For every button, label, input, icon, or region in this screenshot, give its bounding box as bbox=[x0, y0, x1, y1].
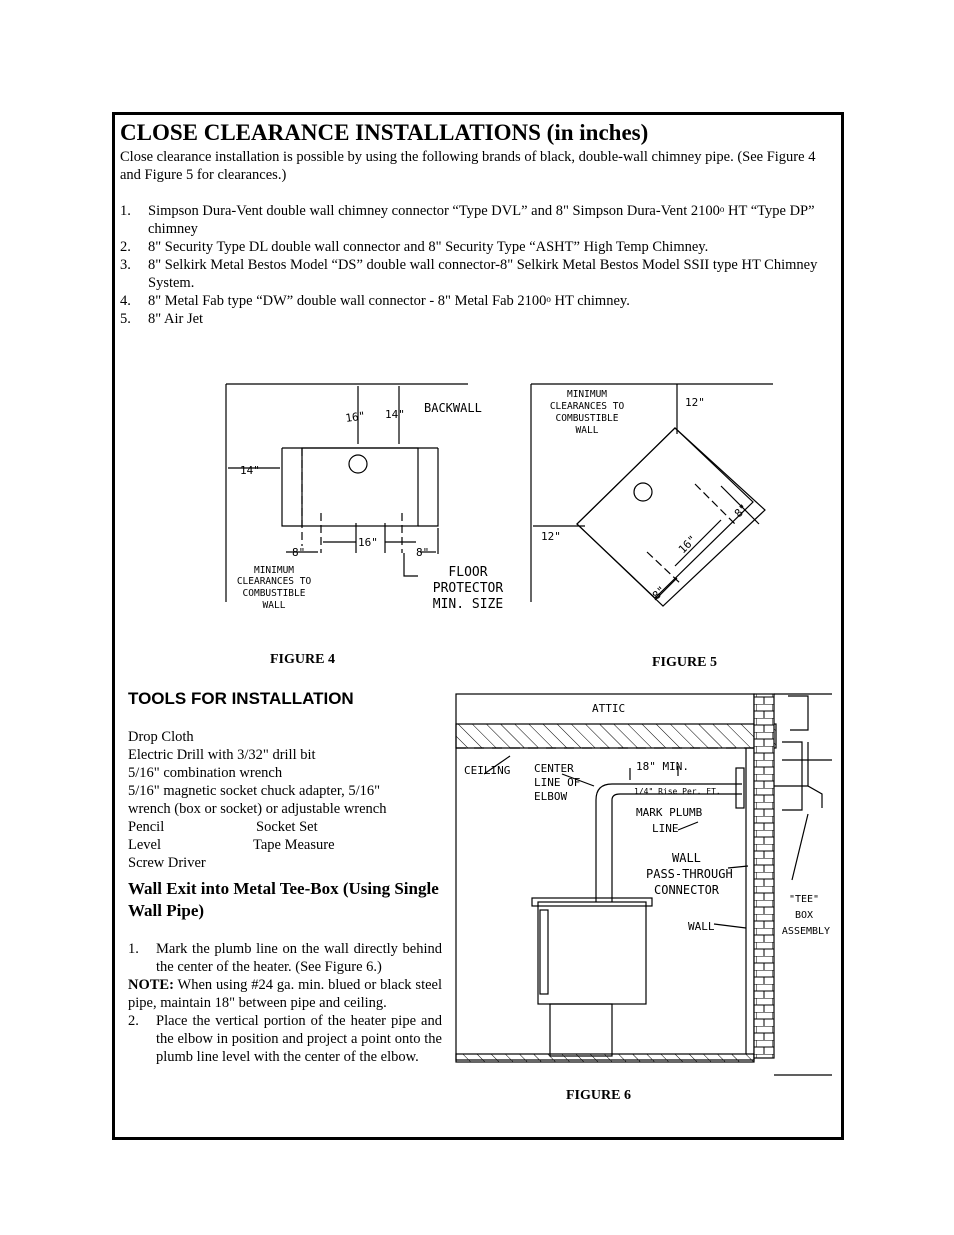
tool-pair bbox=[128, 836, 448, 854]
dim-label: 14" bbox=[240, 464, 260, 477]
ceiling-label: CEILING bbox=[464, 764, 511, 777]
note-line: CLEARANCES TO bbox=[549, 401, 625, 412]
note-line: WALL bbox=[575, 425, 599, 436]
list-text: 8" Air Jet bbox=[148, 311, 204, 327]
figure-5-diagram bbox=[525, 378, 775, 613]
dim-label: 16" bbox=[675, 532, 700, 557]
tee-box-label: ASSEMBLY bbox=[781, 926, 831, 937]
tool-item: wrench (box or socket) or adjustable wrench bbox=[128, 801, 387, 817]
note-line: MINIMUM bbox=[253, 565, 295, 576]
dim-label: 12" bbox=[541, 530, 561, 543]
note-label: NOTE: bbox=[128, 977, 174, 993]
note-paragraph bbox=[128, 976, 442, 1012]
tool-item: Screw Driver bbox=[128, 855, 206, 871]
note-line: WALL bbox=[262, 600, 286, 608]
list-text-cont: HT chimney. bbox=[550, 293, 630, 309]
note-line: COMBUSTIBLE bbox=[242, 588, 306, 599]
figure-5-label: FIGURE 5 bbox=[652, 655, 717, 670]
dim-label: 8" bbox=[731, 501, 751, 521]
backwall-label: BACKWALL bbox=[424, 401, 482, 415]
step-number: 2. bbox=[128, 1013, 139, 1029]
tool-item: Tape Measure bbox=[253, 837, 335, 853]
wall-exit-heading: Wall Exit into Metal Tee-Box (Using Single Wall Pipe) bbox=[128, 879, 439, 920]
list-item bbox=[120, 292, 820, 310]
mark-plumb-label: MARK PLUMB bbox=[636, 806, 703, 819]
dim-label: 16" bbox=[358, 536, 378, 549]
page-title: CLOSE CLEARANCE INSTALLATIONS (in inches) bbox=[120, 120, 649, 145]
pass-through-label: CONNECTOR bbox=[654, 883, 720, 897]
figure-4-label: FIGURE 4 bbox=[270, 652, 335, 667]
tool-item: Electric Drill with 3/32" drill bit bbox=[128, 747, 316, 763]
pass-through-label: PASS-THROUGH bbox=[646, 867, 733, 881]
mark-plumb-label: LINE bbox=[652, 822, 679, 835]
dim-label: 12" bbox=[685, 396, 705, 409]
list-number: 1. bbox=[120, 203, 131, 219]
tool-item: Pencil bbox=[128, 819, 165, 835]
tool-item: 5/16" combination wrench bbox=[128, 765, 283, 781]
tool-item: Socket Set bbox=[256, 819, 318, 835]
intro-paragraph: Close clearance installation is possible by using the following brands of black, double-wall chimney pipe. (See Figure 4 and Figure 5 for clearances.) bbox=[120, 149, 816, 183]
tee-box-label: BOX bbox=[794, 910, 814, 921]
step-item bbox=[128, 1012, 442, 1066]
list-text: 8" Selkirk Metal Bestos Model “DS” double wall connector-8" Selkirk Metal Bestos Model SSII type HT Chimney System. bbox=[148, 257, 818, 291]
list-item bbox=[120, 238, 820, 256]
figure-4-diagram bbox=[220, 378, 520, 608]
rise-label: 1/4" Rise Per. FT. bbox=[634, 787, 721, 796]
floor-protector-line: MIN. SIZE bbox=[432, 597, 504, 608]
list-item bbox=[120, 202, 820, 238]
attic-label: ATTIC bbox=[592, 702, 626, 715]
degree-mark: o bbox=[719, 204, 725, 214]
wall-exit-steps bbox=[128, 940, 442, 1066]
center-line-label: ELBOW bbox=[534, 790, 568, 803]
floor-protector-line: FLOOR bbox=[448, 565, 488, 580]
step-text: Mark the plumb line on the wall directly behind the center of the heater. (See Figure 6.) bbox=[156, 941, 442, 975]
step-number: 1. bbox=[128, 941, 139, 957]
pass-through-label: WALL bbox=[672, 851, 701, 865]
dim-label: 14" bbox=[385, 408, 405, 421]
dim-label: 8" bbox=[292, 546, 306, 559]
figure-6-diagram bbox=[452, 690, 834, 1080]
list-number: 4. bbox=[120, 293, 131, 309]
note-line: MINIMUM bbox=[566, 389, 608, 400]
step-item bbox=[128, 940, 442, 976]
floor-protector-line: PROTECTOR bbox=[432, 581, 504, 596]
dim-label: 8" bbox=[649, 583, 669, 603]
dim-label: 16" bbox=[344, 409, 367, 425]
tool-item: Drop Cloth bbox=[128, 729, 194, 745]
center-line-label: LINE OF bbox=[534, 776, 581, 789]
tools-list bbox=[128, 728, 448, 872]
tee-box-label: "TEE" bbox=[788, 894, 820, 905]
list-number: 5. bbox=[120, 311, 131, 327]
list-text: Simpson Dura-Vent double wall chimney connector “Type DVL” and 8" Simpson Dura-Vent 2100 bbox=[148, 203, 720, 219]
chimney-brand-list bbox=[120, 202, 820, 328]
tools-heading: TOOLS FOR INSTALLATION bbox=[128, 689, 354, 708]
note-line: CLEARANCES TO bbox=[236, 576, 312, 587]
step-text: Place the vertical portion of the heater pipe and the elbow in position and project a point onto the plumb line level with the center of the elbow. bbox=[156, 1013, 442, 1065]
list-text: 8" Metal Fab type “DW” double wall connector - 8" Metal Fab 2100 bbox=[148, 293, 547, 309]
list-text-cont: HT “Type DP” chimney bbox=[148, 203, 815, 237]
list-number: 2. bbox=[120, 239, 131, 255]
tool-item: Level bbox=[128, 837, 162, 853]
degree-mark: o bbox=[546, 294, 551, 304]
list-item bbox=[120, 256, 820, 292]
center-line-label: CENTER bbox=[534, 762, 574, 775]
min-18-label: 18" MIN. bbox=[636, 760, 689, 773]
tool-pair bbox=[128, 818, 448, 836]
dim-label: 8" bbox=[416, 546, 430, 559]
list-number: 3. bbox=[120, 257, 131, 273]
wall-label: WALL bbox=[688, 920, 715, 933]
list-text: 8" Security Type DL double wall connector and 8" Security Type “ASHT” High Temp Chimney. bbox=[148, 239, 709, 255]
list-item bbox=[120, 310, 820, 328]
note-text: When using #24 ga. min. blued or black steel pipe, maintain 18" between pipe and ceiling. bbox=[128, 977, 442, 1011]
tool-item: 5/16" magnetic socket chuck adapter, 5/16" bbox=[128, 783, 381, 799]
figure-6-label: FIGURE 6 bbox=[566, 1088, 631, 1103]
note-line: COMBUSTIBLE bbox=[555, 413, 619, 424]
